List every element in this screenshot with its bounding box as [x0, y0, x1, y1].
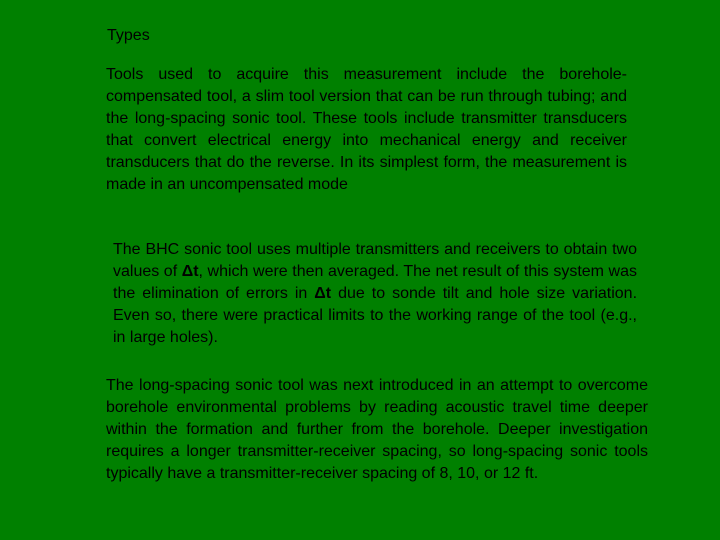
delta-t-symbol: Δt [181, 263, 199, 280]
paragraph-bhc-sonic [113, 239, 637, 349]
paragraph-long-spacing-sonic: The long-spacing sonic tool was next introduced in an attempt to overcome borehole environmental problems by reading acoustic travel time deeper within the formation and further from the borehole. Deeper investigation requires a longer transmitter-receiver spacing, so long-spacing sonic tools typically have a transmitter-receiver spacing of 8, 10, or 12 ft. [106, 377, 648, 482]
paragraph-text: The BHC sonic tool uses multiple transmitters and receivers to obtain two values of [113, 241, 637, 280]
slide-title: Types [107, 27, 150, 44]
paragraph-text: due to sonde tilt and hole size variation. Even so, there were practical limits to the working range of the tool (e.g., in large holes). [113, 285, 638, 346]
delta-t-symbol: Δt [314, 285, 332, 302]
paragraph-tool-types: Tools used to acquire this measurement include the borehole-compensated tool, a slim tool version that can be run through tubing; and the long-spacing sonic tool. These tools include transmitter transducers that convert electrical energy into mechanical energy and receiver transducers that do the reverse. In its simplest form, the measurement is made in an uncompensated mode [106, 66, 627, 193]
paragraph-text: , which were then averaged. The net result of this system was the elimination of errors in [113, 263, 638, 302]
